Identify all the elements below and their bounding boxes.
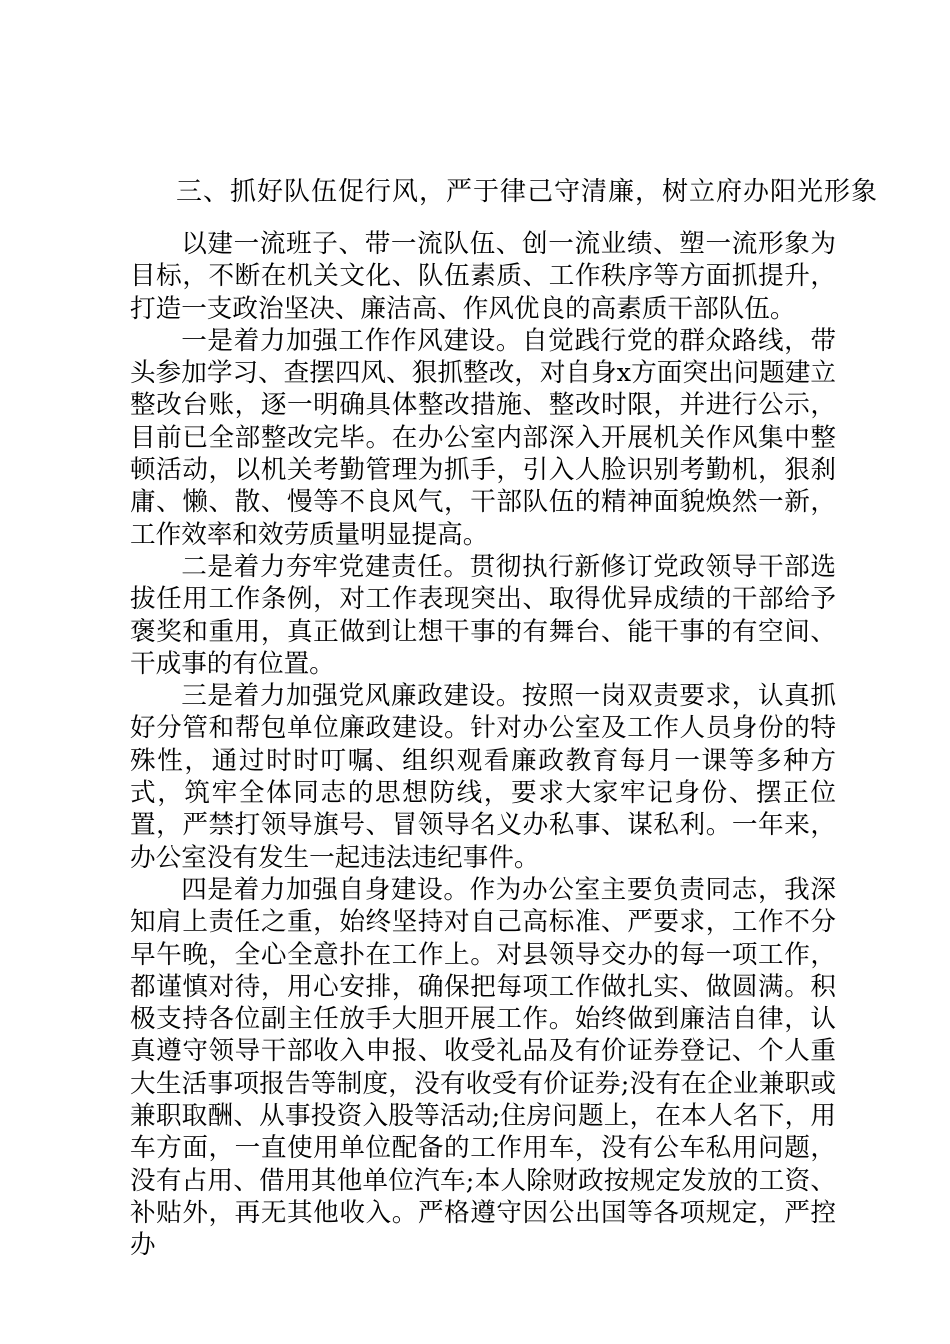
body-text bbox=[130, 228, 836, 1262]
paragraph-work-style: 一是着力加强工作作风建设。自觉践行党的群众路线，带头参加学习、查摆四风、狠抓整改，对自身x方面突出问题建立整改台账，逐一明确具体整改措施、整改时限，并进行公示，目前已全部整改完毕。在办公室内部深入开展机关作风集中整顿活动，以机关考勤管理为抓手，引入人脸识别考勤机，狠刹庸、懒、散、慢等不良风气，干部队伍的精神面貌焕然一新，工作效率和效劳质量明显提高。 bbox=[130, 325, 836, 550]
paragraph-integrity: 三是着力加强党风廉政建设。按照一岗双责要求，认真抓好分管和帮包单位廉政建设。针对办公室及工作人员身份的特殊性，通过时时叮嘱、组织观看廉政教育每月一课等多种方式，筑牢全体同志的思想防线，要求大家牢记身份、摆正位置，严禁打领导旗号、冒领导名义办私事、谋私利。一年来，办公室没有发生一起违法违纪事件。 bbox=[130, 681, 836, 873]
paragraph-party-building: 二是着力夯牢党建责任。贯彻执行新修订党政领导干部选拔任用工作条例，对工作表现突出、取得优异成绩的干部给予褒奖和重用，真正做到让想干事的有舞台、能干事的有空间、干成事的有位置。 bbox=[130, 551, 836, 679]
section-heading: 三、抓好队伍促行风，严于律己守清廉，树立府办阳光形象 bbox=[176, 177, 879, 207]
paragraph-intro: 以建一流班子、带一流队伍、创一流业绩、塑一流形象为目标，不断在机关文化、队伍素质、工作秩序等方面抓提升，打造一支政治坚决、廉洁高、作风优良的高素质干部队伍。 bbox=[130, 229, 836, 324]
paragraph-self-building: 四是着力加强自身建设。作为办公室主要负责同志，我深知肩上责任之重，始终坚持对自己高标准、严要求，工作不分早午晚，全心全意扑在工作上。对县领导交办的每一项工作，都谨慎对待，用心安排，确保把每项工作做扎实、做圆满。积极支持各位副主任放手大胆开展工作。始终做到廉洁自律，认真遵守领导干部收入申报、收受礼品及有价证券登记、个人重大生活事项报告等制度，没有收受有价证券;没有在企业兼职或兼职取酬、从事投资入股等活动;住房问题上，在本人名下，用车方面，一直使用单位配备的工作用车，没有公车私用问题，没有占用、借用其他单位汽车;本人除财政按规定发放的工资、补贴外，再无其他收入。严格遵守因公出国等各项规定，严控办 bbox=[130, 874, 836, 1261]
